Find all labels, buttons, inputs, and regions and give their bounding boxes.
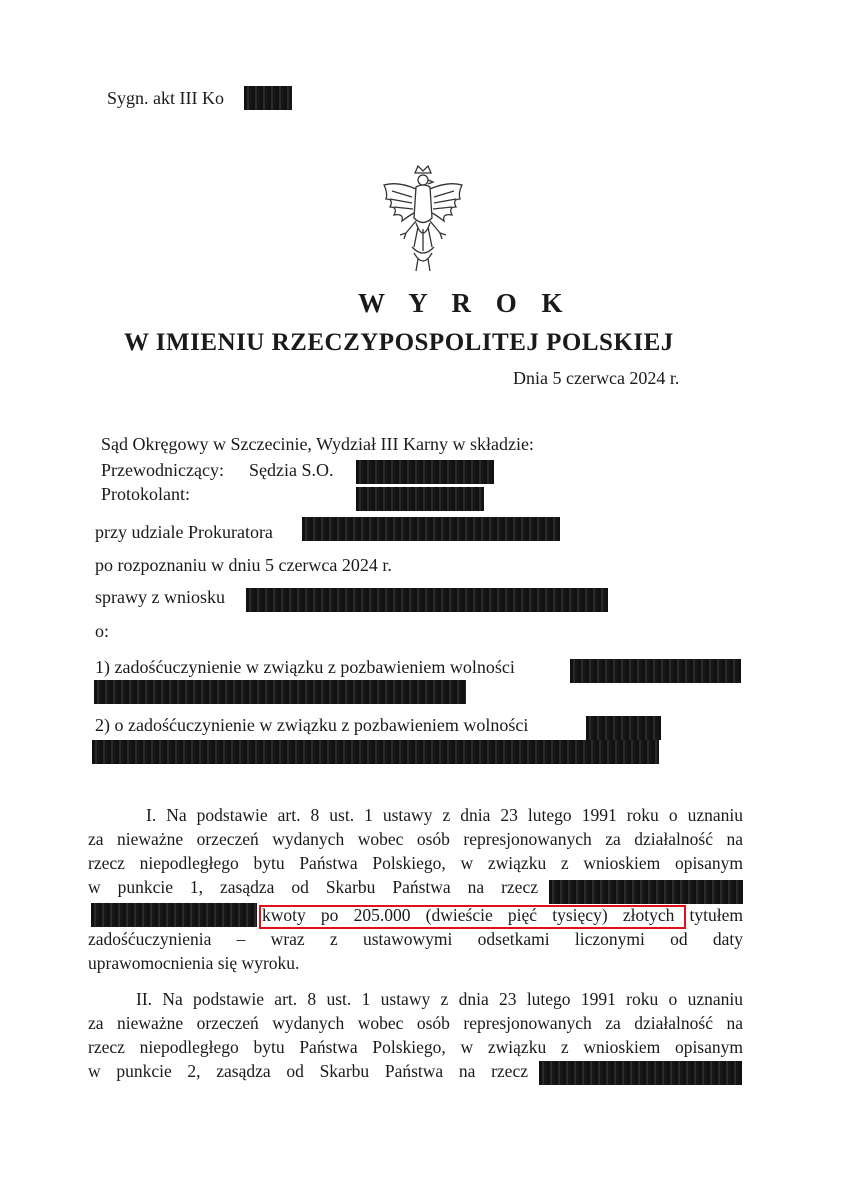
title-in-the-name: W IMIENIU RZECZYPOSPOLITEJ POLSKIEJ bbox=[124, 329, 674, 356]
redaction-block bbox=[94, 680, 466, 704]
redaction-block bbox=[570, 659, 741, 683]
highlighted-amount-box bbox=[259, 905, 686, 929]
ruling-2-line-2: za nieważne orzeczeń wydanych wobec osób represjonowanych za działalność na bbox=[88, 1013, 743, 1033]
presiding-label: Przewodniczący: bbox=[101, 460, 224, 480]
redaction-block bbox=[356, 460, 494, 484]
hearing-line: po rozpoznaniu w dniu 5 czerwca 2024 r. bbox=[95, 555, 392, 575]
court-composition: Sąd Okręgowy w Szczecinie, Wydział III Karny w składzie: bbox=[101, 434, 534, 454]
polish-eagle-emblem bbox=[378, 163, 468, 275]
ruling-2-line-1: II. Na podstawie art. 8 ust. 1 ustawy z dnia 23 lutego 1991 roku o uznaniu bbox=[136, 989, 743, 1009]
redaction-block bbox=[356, 487, 484, 511]
redaction-block bbox=[244, 86, 292, 110]
title-verdict: W Y R O K bbox=[358, 288, 572, 318]
ruling-1-line-1: I. Na podstawie art. 8 ust. 1 ustawy z dnia 23 lutego 1991 roku o uznaniu bbox=[146, 805, 743, 825]
ruling-2-line-4: w punkcie 2, zasądza od Skarbu Państwa na rzecz bbox=[88, 1061, 528, 1081]
item-2: 2) o zadośćuczynienie w związku z pozbawieniem wolności bbox=[95, 715, 529, 735]
prosecutor-line: przy udziale Prokuratora bbox=[95, 522, 273, 542]
redaction-block bbox=[586, 716, 661, 740]
redaction-block bbox=[92, 740, 659, 764]
redaction-block bbox=[539, 1061, 742, 1085]
ruling-1-line-7: uprawomocnienia się wyroku. bbox=[88, 953, 300, 973]
redaction-block bbox=[246, 588, 608, 612]
item-1: 1) zadośćuczynienie w związku z pozbawieniem wolności bbox=[95, 657, 515, 677]
ruling-1-line-3: rzecz niepodległego bytu Państwa Polskiego, w związku z wnioskiem opisanym bbox=[88, 853, 743, 873]
motion-line: sprawy z wniosku bbox=[95, 587, 225, 607]
verdict-date: Dnia 5 czerwca 2024 r. bbox=[513, 368, 680, 388]
ruling-1-line-6: zadośćuczynienia – wraz z ustawowymi odsetkami liczonymi od daty bbox=[88, 929, 743, 949]
ruling-2-line-3: rzecz niepodległego bytu Państwa Polskiego, w związku z wnioskiem opisanym bbox=[88, 1037, 743, 1057]
ruling-1-line-2: za nieważne orzeczeń wydanych wobec osób represjonowanych za działalność na bbox=[88, 829, 743, 849]
case-signature: Sygn. akt III Ko bbox=[107, 88, 224, 108]
clerk-label: Protokolant: bbox=[101, 484, 190, 504]
ruling-1-line-5: kwoty po 205.000 (dwieście pięć tysięcy) złotych tytułem bbox=[262, 905, 743, 925]
redaction-block bbox=[549, 880, 743, 904]
presiding-value: Sędzia S.O. bbox=[249, 460, 334, 480]
redaction-block bbox=[91, 903, 257, 927]
ruling-1-line-4: w punkcie 1, zasądza od Skarbu Państwa na rzecz bbox=[88, 877, 538, 897]
redaction-block bbox=[302, 517, 560, 541]
about-label: o: bbox=[95, 621, 110, 641]
